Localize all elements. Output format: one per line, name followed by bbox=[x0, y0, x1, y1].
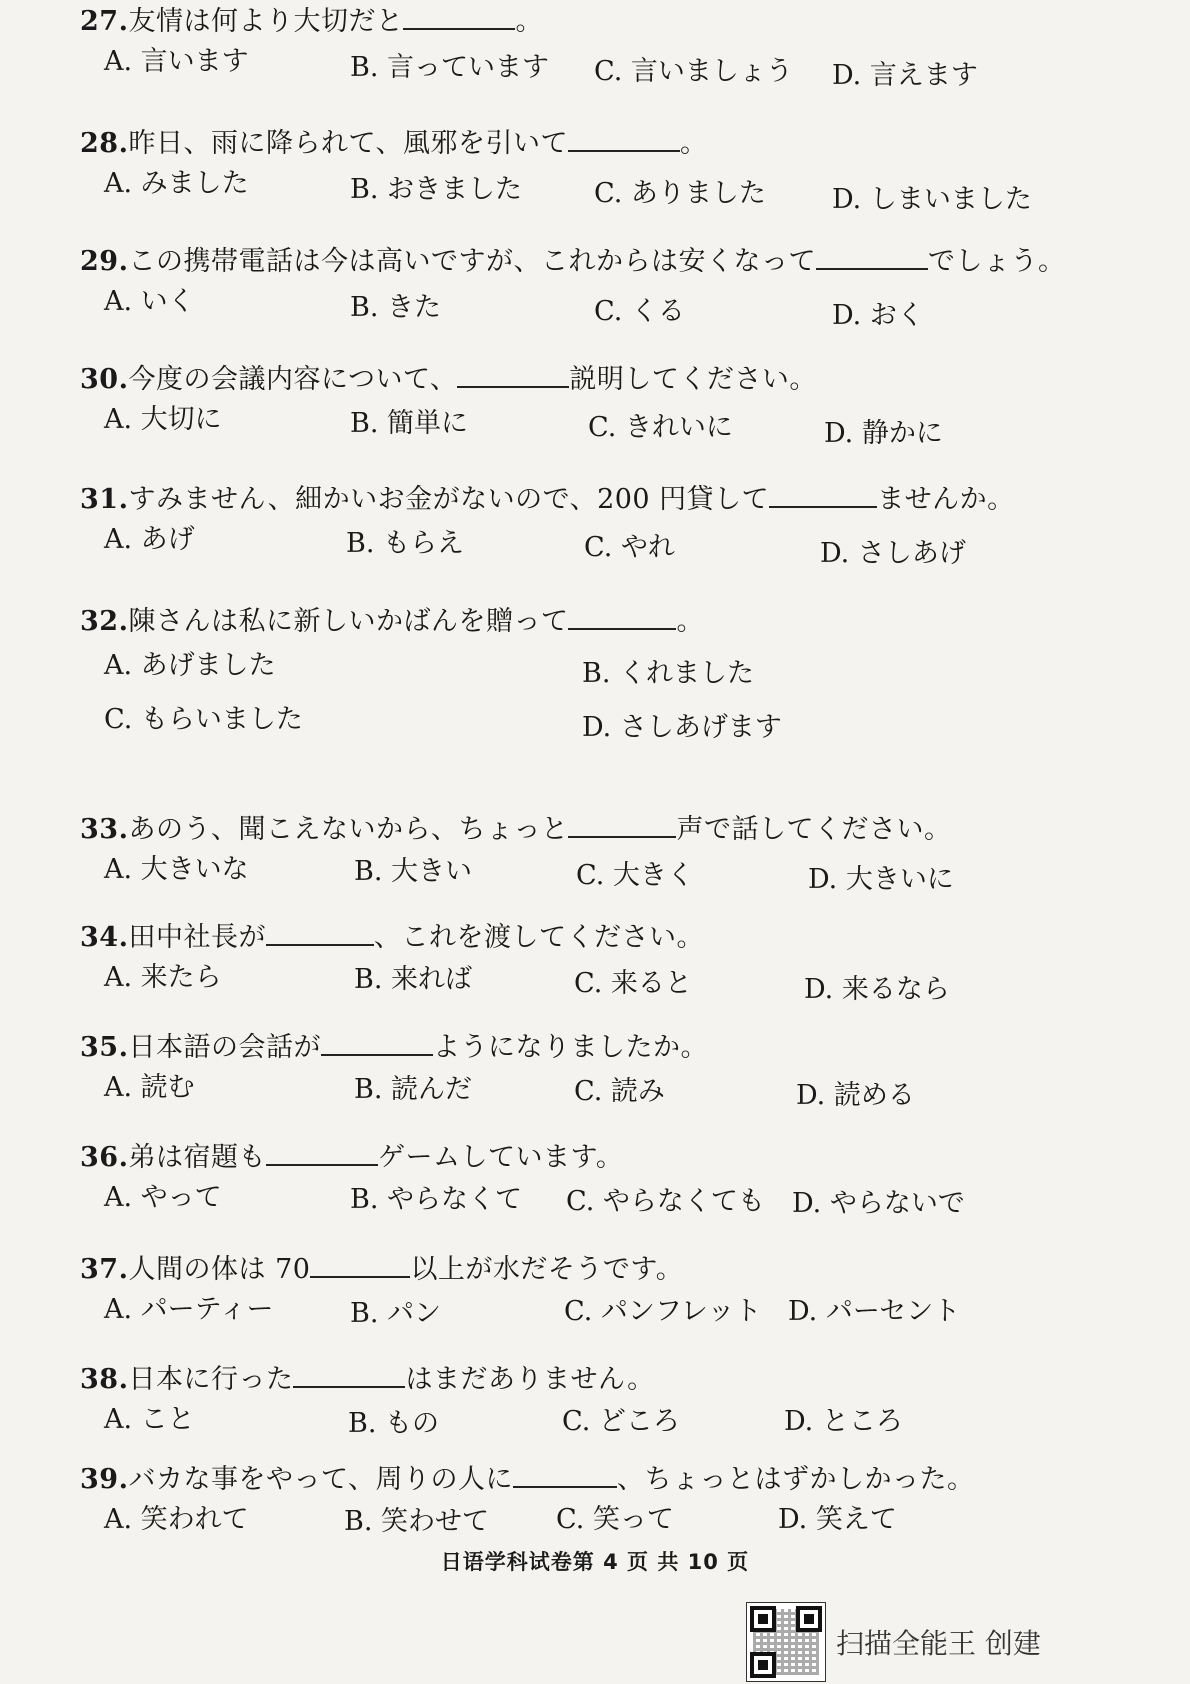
scanner-watermark: 扫描全能王 创建 bbox=[836, 1627, 1041, 1660]
question-stem bbox=[80, 1030, 1140, 1065]
option-d: D. しまいました bbox=[832, 184, 1032, 215]
option-d: D. さしあげ bbox=[820, 538, 966, 569]
page-footer: 日语学科试卷第 4 页 共 10 页 bbox=[440, 1550, 750, 1574]
answer-blank bbox=[568, 812, 676, 838]
question-stem bbox=[80, 482, 1140, 517]
option-c: C. やらなくても bbox=[566, 1186, 765, 1217]
answer-blank bbox=[321, 1030, 433, 1056]
options-row bbox=[80, 1181, 1140, 1221]
options-row bbox=[80, 1503, 1140, 1543]
option-c: C. 来ると bbox=[574, 968, 692, 999]
stem-after-blank: 。 bbox=[676, 606, 704, 637]
option-b: B. 笑わせて bbox=[344, 1506, 490, 1537]
stem-after-blank: ませんか。 bbox=[877, 484, 1015, 515]
option-c: C. どころ bbox=[562, 1406, 680, 1437]
option-d: D. おく bbox=[832, 300, 924, 331]
question-number: 29. bbox=[80, 246, 129, 277]
options-row bbox=[80, 1403, 1140, 1443]
question-stem bbox=[80, 126, 1140, 161]
options-row bbox=[80, 1293, 1140, 1333]
option-a: A. こと bbox=[104, 1404, 195, 1435]
stem-after-blank: 以上が水だそうです。 bbox=[410, 1254, 684, 1285]
question-number: 37. bbox=[80, 1254, 129, 1285]
stem-after-blank: はまだありません。 bbox=[405, 1364, 655, 1395]
option-c: C. 大きく bbox=[576, 860, 694, 891]
stem-before-blank: 田中社長が bbox=[128, 922, 266, 953]
answer-blank bbox=[568, 126, 680, 152]
question-30 bbox=[80, 362, 1140, 449]
options-row bbox=[80, 167, 1140, 215]
option-b: B. 来れば bbox=[354, 964, 473, 995]
answer-blank bbox=[266, 920, 374, 946]
question-number: 30. bbox=[80, 364, 129, 395]
options-row bbox=[80, 961, 1140, 1005]
answer-blank bbox=[513, 1462, 617, 1488]
stem-before-blank: あのう、聞こえないから、ちょっと bbox=[128, 814, 569, 845]
option-c: C. くる bbox=[594, 296, 685, 327]
question-stem bbox=[80, 1362, 1140, 1397]
answer-blank bbox=[769, 482, 877, 508]
answer-blank bbox=[266, 1140, 378, 1166]
option-d: D. 読める bbox=[796, 1080, 915, 1111]
stem-after-blank: でしょう。 bbox=[927, 246, 1066, 277]
question-stem bbox=[80, 920, 1140, 955]
question-32 bbox=[80, 604, 1140, 757]
stem-after-blank: 。 bbox=[515, 6, 543, 37]
question-number: 31. bbox=[80, 484, 129, 515]
question-number: 33. bbox=[80, 814, 129, 845]
option-d: D. 大きいに bbox=[808, 864, 954, 895]
option-b: B. くれました bbox=[582, 658, 755, 689]
question-number: 34. bbox=[80, 922, 129, 953]
stem-after-blank: ゲームしています。 bbox=[377, 1142, 624, 1173]
option-b: B. 簡単に bbox=[350, 408, 469, 439]
option-b: B. おきました bbox=[350, 174, 523, 205]
option-d: D. 来るなら bbox=[804, 974, 950, 1005]
question-27 bbox=[80, 4, 1140, 91]
option-a: A. やって bbox=[104, 1182, 222, 1213]
option-d: D. パーセント bbox=[788, 1296, 961, 1327]
answer-blank bbox=[403, 4, 515, 30]
stem-before-blank: 昨日、雨に降られて、風邪を引いて bbox=[128, 128, 568, 159]
question-28 bbox=[80, 126, 1140, 215]
question-36 bbox=[80, 1140, 1140, 1221]
stem-before-blank: 陳さんは私に新しいかばんを贈って bbox=[128, 606, 569, 637]
answer-blank bbox=[568, 604, 676, 630]
option-b: B. もの bbox=[348, 1408, 440, 1439]
options-row bbox=[80, 1071, 1140, 1111]
question-number: 32. bbox=[80, 606, 129, 637]
option-a: A. パーティー bbox=[104, 1294, 274, 1325]
stem-after-blank: 。 bbox=[679, 128, 708, 159]
option-b: B. 読んだ bbox=[354, 1074, 473, 1105]
option-a: A. あげ bbox=[104, 524, 195, 555]
stem-before-blank: すみません、細かいお金がないので、200 円貸して bbox=[128, 484, 770, 515]
option-b: B. 大きい bbox=[354, 856, 473, 887]
qr-code-icon bbox=[746, 1602, 826, 1682]
question-stem bbox=[80, 1252, 1140, 1287]
question-number: 27. bbox=[80, 6, 129, 37]
option-a: A. 大きいな bbox=[104, 854, 249, 885]
option-c: C. もらいました bbox=[104, 704, 303, 735]
question-stem bbox=[80, 604, 1140, 639]
stem-before-blank: この携帯電話は今は高いですが、これからは安くなって bbox=[128, 246, 816, 277]
option-a: A. いく bbox=[104, 286, 195, 317]
question-31 bbox=[80, 482, 1140, 569]
stem-after-blank: ようになりましたか。 bbox=[432, 1032, 708, 1063]
option-d: D. やらないで bbox=[792, 1188, 965, 1219]
stem-after-blank: 説明してください。 bbox=[569, 364, 817, 395]
answer-blank bbox=[293, 1362, 405, 1388]
question-39 bbox=[80, 1462, 1140, 1543]
question-number: 28. bbox=[80, 128, 129, 159]
option-b: B. パン bbox=[350, 1298, 442, 1329]
stem-before-blank: 今度の会議内容について、 bbox=[128, 364, 458, 395]
option-b: B. やらなくて bbox=[350, 1184, 523, 1215]
question-stem bbox=[80, 812, 1140, 847]
question-number: 38. bbox=[80, 1364, 129, 1395]
answer-blank bbox=[310, 1252, 410, 1278]
option-c: C. 言いましょう bbox=[594, 56, 793, 87]
options-row bbox=[80, 45, 1140, 91]
question-stem bbox=[80, 1462, 1140, 1497]
question-stem bbox=[80, 362, 1140, 397]
stem-after-blank: 声で話してください。 bbox=[676, 814, 952, 845]
option-c: C. ありました bbox=[594, 178, 766, 209]
option-d: D. 静かに bbox=[824, 418, 943, 449]
stem-before-blank: 日本語の会話が bbox=[128, 1032, 321, 1063]
option-c: C. きれいに bbox=[588, 412, 733, 443]
option-b: B. 言っています bbox=[350, 52, 550, 83]
options-row bbox=[80, 853, 1140, 893]
option-a: A. あげました bbox=[104, 650, 276, 681]
stem-before-blank: 人間の体は 70 bbox=[128, 1254, 311, 1285]
question-33 bbox=[80, 812, 1140, 893]
option-d: D. さしあげます bbox=[582, 712, 782, 743]
answer-blank bbox=[457, 362, 569, 388]
option-a: A. 言います bbox=[104, 46, 249, 77]
question-38 bbox=[80, 1362, 1140, 1443]
question-29 bbox=[80, 244, 1140, 331]
question-35 bbox=[80, 1030, 1140, 1111]
question-stem bbox=[80, 4, 1140, 39]
options-row bbox=[80, 285, 1140, 331]
question-number: 36. bbox=[80, 1142, 129, 1173]
stem-before-blank: 友情は何より大切だと bbox=[128, 6, 404, 37]
stem-before-blank: 日本に行った bbox=[128, 1364, 294, 1395]
option-b: B. もらえ bbox=[346, 528, 465, 559]
options-row bbox=[80, 403, 1140, 449]
options-grid bbox=[80, 649, 1140, 757]
option-a: A. 来たら bbox=[104, 962, 222, 993]
question-number: 35. bbox=[80, 1032, 129, 1063]
stem-before-blank: バカな事をやって、周りの人に bbox=[128, 1464, 513, 1495]
option-a: A. みました bbox=[104, 168, 249, 199]
stem-before-blank: 弟は宿題も bbox=[128, 1142, 266, 1173]
option-a: A. 読む bbox=[104, 1072, 195, 1103]
options-row bbox=[80, 523, 1140, 569]
option-c: C. 読み bbox=[574, 1076, 665, 1107]
stem-after-blank: 、ちょっとはずかしかった。 bbox=[616, 1464, 975, 1495]
question-number: 39. bbox=[80, 1464, 129, 1495]
option-c: C. パンフレット bbox=[564, 1296, 762, 1327]
question-37 bbox=[80, 1252, 1140, 1333]
stem-after-blank: 、これを渡してください。 bbox=[373, 922, 704, 953]
option-d: D. 笑えて bbox=[778, 1504, 897, 1535]
option-b: B. きた bbox=[350, 292, 442, 323]
option-c: C. 笑って bbox=[556, 1504, 674, 1535]
option-c: C. やれ bbox=[584, 532, 675, 563]
option-d: D. 言えます bbox=[832, 60, 978, 91]
question-stem bbox=[80, 244, 1140, 279]
answer-blank bbox=[816, 244, 928, 270]
option-d: D. ところ bbox=[784, 1406, 903, 1437]
option-a: A. 大切に bbox=[104, 404, 222, 435]
option-a: A. 笑われて bbox=[104, 1504, 249, 1535]
question-34 bbox=[80, 920, 1140, 1005]
question-stem bbox=[80, 1140, 1140, 1175]
